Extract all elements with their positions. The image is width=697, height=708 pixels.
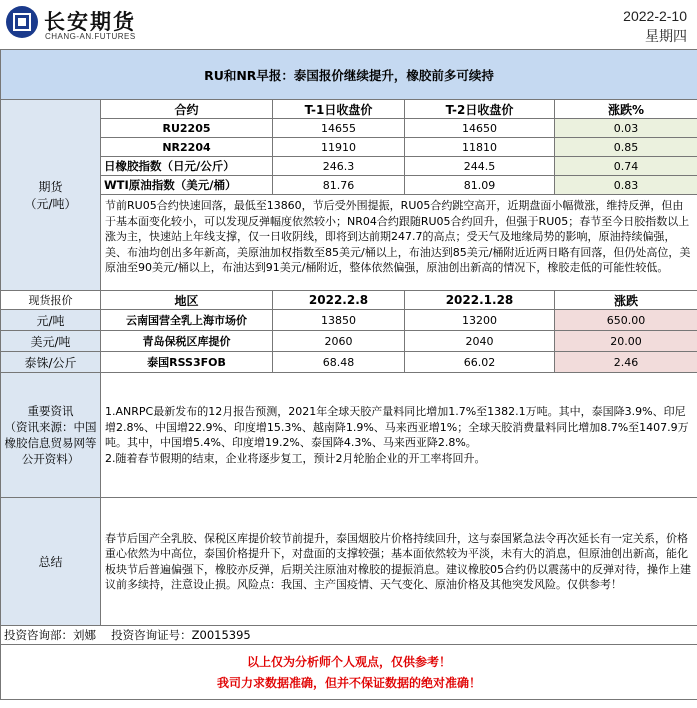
col-change: 涨跌%	[555, 100, 697, 119]
spot-value1: 13850	[273, 310, 405, 331]
futures-row	[1, 176, 697, 195]
spot-value2: 66.02	[405, 352, 555, 373]
analyst-row	[1, 626, 697, 645]
futures-comment: 节前RU05合约快速回落，最低至13860，节后受外围提振，RU05合约跳空高开，近期盘面小幅微涨，维持反弹，但由于基本面变化较小，可以发现反弹幅度依然较小；NR04合约跟随RU05合约回升，但强于RU05；春节至今日胶指数以上涨为主，快速站上年线支撑，仅一日收阴线，即将到达前期247.7的高点；受天气及地缘局势的影响，原油持续偏强，美、布油均创出多年新高，美原油加权指数至85美元/桶以上，布油达到85美元/桶附近近两日略有回落，但仍处高位，美原油至90美元/桶以上，布油达到91美元/桶附近，整体依然偏强，原油创出新高的情况下，橡胶走低的可能性较低。	[101, 195, 697, 291]
disclaimer-line-2: 我司力求数据准确，但并不保证数据的绝对准确！	[216, 676, 481, 690]
spot-unit: 元/吨	[1, 310, 101, 331]
contract-name: RU2205	[101, 119, 273, 138]
report-header	[0, 0, 697, 48]
news-item: 1.ANRPC最新发布的12月报告预测，2021年全球天胶产量料同比增加1.7%至1382.1万吨。其中，泰国降3.9%、印尼增2.8%、中国增22.9%、印度增15.3%、越南降1.9%、马来西亚增1%；全球天胶消费量料同比增加8.7%至1407.9万吨。其中，中国增5.4%、印度增19.2%、泰国降4.3%、马来西亚降2.8%。	[105, 405, 689, 449]
spot-row	[1, 352, 697, 373]
col-region: 地区	[101, 291, 273, 310]
futures-label: 期货 （元/吨）	[1, 100, 101, 291]
logo-chinese-name: 长安期货	[44, 10, 136, 34]
spot-name: 青岛保税区库提价	[101, 331, 273, 352]
title-row	[1, 50, 697, 100]
spot-change: 650.00	[555, 310, 697, 331]
spot-value2: 13200	[405, 310, 555, 331]
spot-value1: 2060	[273, 331, 405, 352]
news-row	[1, 373, 697, 498]
spot-name: 泰国RSS3FOB	[101, 352, 273, 373]
futures-row	[1, 157, 697, 176]
col-spot-change: 涨跌	[555, 291, 697, 310]
change-pct: 0.74	[555, 157, 697, 176]
analyst-info: 投资咨询部：刘娜 投资咨询证号：Z0015395	[1, 626, 697, 645]
news-item: 2.随着春节假期的结束，企业将逐步复工，预计2月轮胎企业的开工率将回升。	[105, 451, 486, 465]
t2-price: 244.5	[405, 157, 555, 176]
col-date2: 2022.1.28	[405, 291, 555, 310]
spot-value2: 2040	[405, 331, 555, 352]
report-date: 2022-2-10	[623, 8, 687, 24]
spot-row	[1, 331, 697, 352]
change-pct: 0.03	[555, 119, 697, 138]
t2-price: 14650	[405, 119, 555, 138]
change-pct: 0.85	[555, 138, 697, 157]
t1-price: 14655	[273, 119, 405, 138]
spot-row	[1, 310, 697, 331]
spot-unit: 泰铢/公斤	[1, 352, 101, 373]
t1-price: 246.3	[273, 157, 405, 176]
futures-row	[1, 119, 697, 138]
spot-header-row	[1, 291, 697, 310]
futures-header-row	[1, 100, 697, 119]
disclaimer	[1, 645, 697, 700]
t2-price: 11810	[405, 138, 555, 157]
summary-row	[1, 498, 697, 626]
spot-change: 20.00	[555, 331, 697, 352]
col-contract: 合约	[101, 100, 273, 119]
spot-change: 2.46	[555, 352, 697, 373]
t2-price: 81.09	[405, 176, 555, 195]
t1-price: 81.76	[273, 176, 405, 195]
col-t1: T-1日收盘价	[273, 100, 405, 119]
summary-content: 春节后国产全乳胶、保税区库提价较节前提升，泰国烟胶片价格持续回升，这与泰国紧急法令再次延长有一定关系，价格重心依然为中高位，泰国价格提升下，对盘面的支撑较强；基本面依然较为平淡，未有大的消息，但原油创出新高，能化板块节后普遍偏强下，橡胶亦反弹，后期关注原油对橡胶的提振消息。建议橡胶05合约仍以震荡中的反弹对待，操作上建议前多续持，注意设止损。风险点：我国、主产国疫情、天气变化、原油价格及其他突发风险。仅供参考！	[101, 498, 697, 626]
futures-comment-row	[1, 195, 697, 291]
spot-name: 云南国营全乳上海市场价	[101, 310, 273, 331]
contract-name: 日橡胶指数（日元/公斤）	[101, 157, 273, 176]
contract-name: WTI原油指数（美元/桶）	[101, 176, 273, 195]
spot-value1: 68.48	[273, 352, 405, 373]
change-pct: 0.83	[555, 176, 697, 195]
contract-name: NR2204	[101, 138, 273, 157]
spot-unit: 美元/吨	[1, 331, 101, 352]
report-table	[0, 49, 697, 700]
summary-label: 总结	[1, 498, 101, 626]
col-t2: T-2日收盘价	[405, 100, 555, 119]
report-weekday: 星期四	[645, 29, 687, 45]
disclaimer-line-1: 以上仅为分析师个人观点，仅供参考！	[246, 655, 451, 669]
t1-price: 11910	[273, 138, 405, 157]
report-title: RU和NR早报：泰国报价继续提升，橡胶前多可续持	[1, 50, 697, 100]
col-date1: 2022.2.8	[273, 291, 405, 310]
futures-row	[1, 138, 697, 157]
company-logo-icon	[6, 6, 38, 38]
logo-english-name: CHANG-AN.FUTURES	[45, 32, 136, 41]
spot-label: 现货报价	[1, 291, 101, 310]
disclaimer-row	[1, 645, 697, 700]
news-label: 重要资讯 （资讯来源：中国橡胶信息贸易网等公开资料）	[1, 373, 101, 498]
news-content	[101, 373, 697, 498]
